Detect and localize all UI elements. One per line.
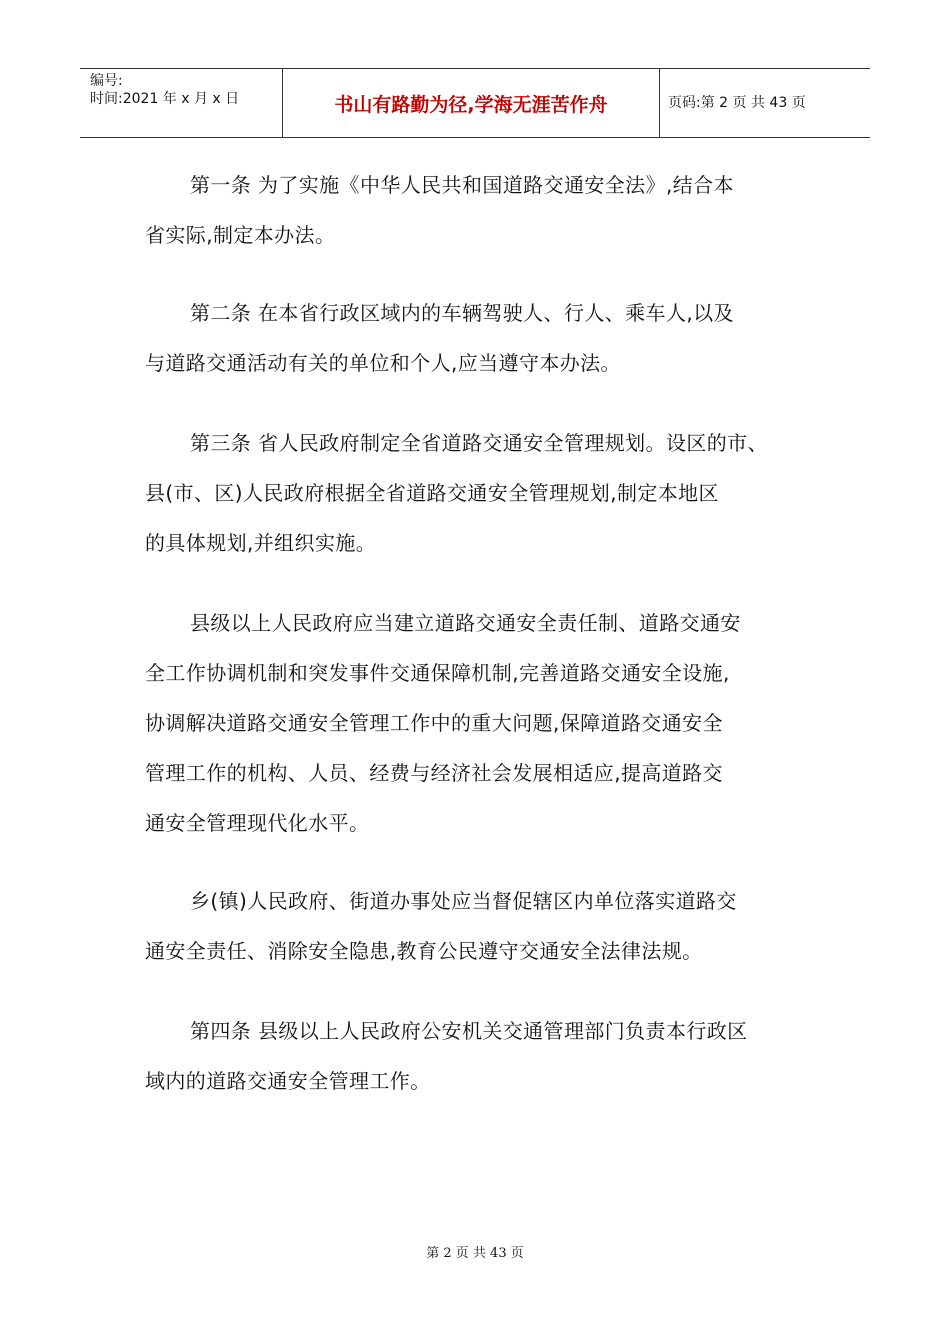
paragraph-line: 第四条 县级以上人民政府公安机关交通管理部门负责本行政区 (190, 1019, 748, 1043)
paragraph-line: 协调解决道路交通安全管理工作中的重大问题,保障道路交通安全 (145, 711, 723, 735)
page-footer: 第 2 页 共 43 页 (426, 1246, 524, 1261)
paragraph-line: 县级以上人民政府应当建立道路交通安全责任制、道路交通安 (190, 611, 741, 635)
header-page-code: 页码:第 2 页 共 43 页 (668, 95, 806, 111)
paragraph-line: 的具体规划,并组织实施。 (145, 531, 377, 555)
document-header (80, 68, 870, 138)
document-number-label: 编号: (90, 73, 123, 89)
paragraph-line: 第二条 在本省行政区域内的车辆驾驶人、行人、乘车人,以及 (190, 301, 734, 325)
paragraph-line: 管理工作的机构、人员、经费与经济社会发展相适应,提高道路交 (145, 761, 723, 785)
header-motto-cell (283, 69, 660, 137)
header-motto: 书山有路勤为径,学海无涯苦作舟 (334, 94, 608, 116)
document-time-label: 时间:2021 年 x 月 x 日 (90, 91, 240, 107)
paragraph-line: 域内的道路交通安全管理工作。 (145, 1069, 431, 1093)
paragraph-line: 第三条 省人民政府制定全省道路交通安全管理规划。设区的市、 (190, 431, 768, 455)
paragraph-line: 县(市、区)人民政府根据全省道路交通安全管理规划,制定本地区 (145, 481, 719, 505)
paragraph-line: 省实际,制定本办法。 (145, 223, 336, 247)
paragraph-line: 通安全责任、消除安全隐患,教育公民遵守交通安全法律法规。 (145, 939, 703, 963)
header-meta-cell (80, 69, 283, 137)
paragraph-line: 全工作协调机制和突发事件交通保障机制,完善道路交通安全设施, (145, 661, 730, 685)
header-page-cell (660, 69, 870, 137)
paragraph-line: 乡(镇)人民政府、街道办事处应当督促辖区内单位落实道路交 (190, 889, 737, 913)
paragraph-line: 第一条 为了实施《中华人民共和国道路交通安全法》,结合本 (190, 173, 734, 197)
paragraph-line: 通安全管理现代化水平。 (145, 811, 370, 835)
paragraph-line: 与道路交通活动有关的单位和个人,应当遵守本办法。 (145, 351, 621, 375)
